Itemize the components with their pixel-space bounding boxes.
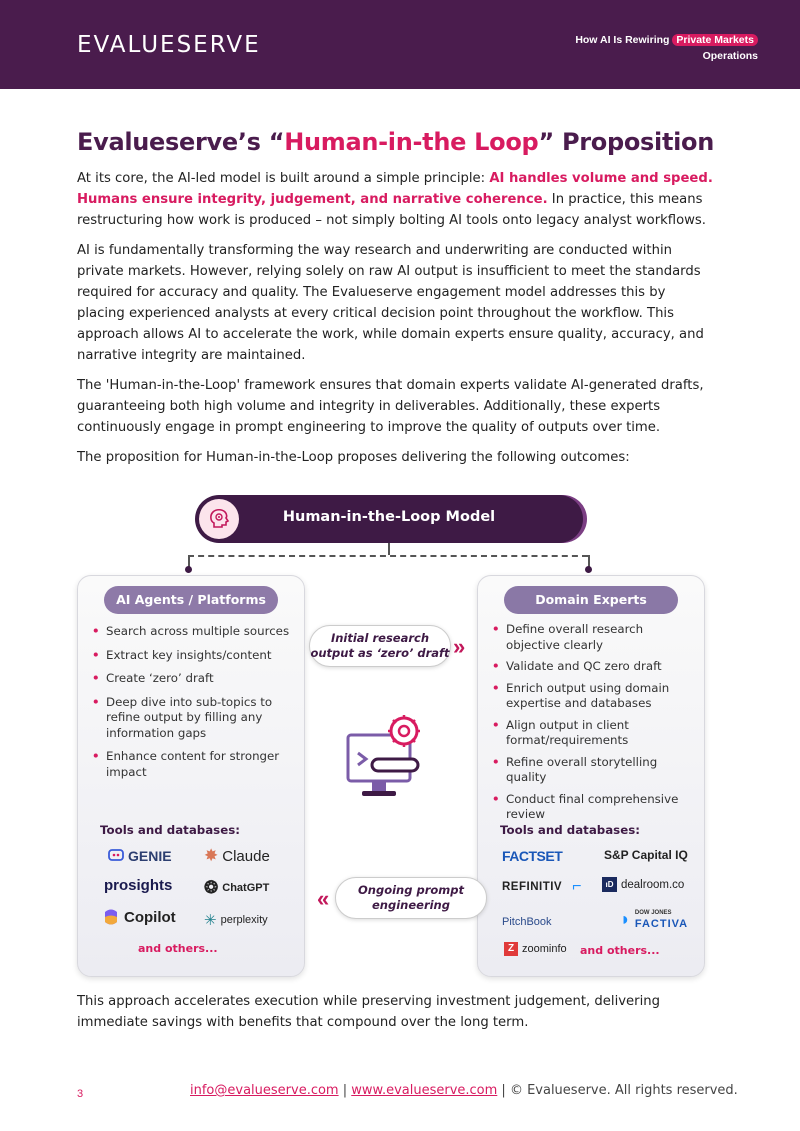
list-item: • Align output in client format/requirements: [490, 718, 694, 749]
title-highlight: Human-in-the Loop: [284, 128, 539, 156]
connector-stem: [388, 543, 390, 555]
connector-line: [188, 555, 588, 557]
callout-prompt-engineering: Ongoing prompt engineering: [335, 877, 487, 919]
connector-left-dot: [185, 566, 192, 573]
refinitiv-logo: [502, 878, 582, 896]
doc-title-prefix: How AI Is Rewiring: [575, 34, 673, 46]
model-header-pill: [195, 495, 583, 543]
human-in-the-loop-diagram: [77, 495, 713, 980]
document-title: [575, 32, 758, 64]
email-link[interactable]: info@evalueserve.com: [190, 1083, 339, 1098]
model-label: Human-in-the-Loop Model: [282, 509, 496, 525]
list-item: • Create ‘zero’ draft: [90, 671, 294, 687]
main-content: [77, 128, 717, 477]
list-item: • Refine overall storytelling quality: [490, 755, 694, 786]
pitchbook-label: PitchBook: [502, 916, 552, 928]
monitor-gear-icon: [342, 713, 442, 813]
intro-paragraph: [77, 168, 717, 231]
perplexity-logo: [204, 911, 268, 929]
factiva-logo: [620, 908, 688, 930]
connector-right-dot: [585, 566, 592, 573]
intro-suffix: In practice, this means restructuring how work is produced – not simply bolting AI tools onto legacy analyst workflows.: [77, 192, 706, 228]
dealroom-label: dealroom.co: [621, 878, 685, 891]
claude-burst-icon: ✸: [204, 846, 219, 865]
paragraph-3: The 'Human-in-the-Loop' framework ensures that domain experts validate AI-generated drafts, guaranteeing both high volume and integrity in deliverables. Additionally, these experts continuously engage in prompt engineering to improve the quality of outputs over time.: [77, 378, 704, 435]
page-header: [0, 0, 800, 89]
list-item: • Enrich output using domain expertise and databases: [490, 681, 694, 712]
dow-jones-label: DOW JONES: [634, 910, 672, 916]
claude-label: Claude: [222, 847, 270, 865]
genie-logo: [108, 848, 172, 864]
copilot-logo: [102, 908, 176, 926]
intro-prefix: At its core, the AI-led model is built around a simple principle:: [77, 171, 490, 186]
claude-logo: [204, 846, 270, 866]
factset-label: FACTSET: [502, 848, 563, 864]
domain-experts-heading: Domain Experts: [504, 586, 678, 614]
list-item: • Define overall research objective clearly: [490, 622, 694, 653]
prosights-logo: [104, 877, 172, 894]
right-tools-title: Tools and databases:: [500, 823, 640, 837]
factiva-label: FACTIVA: [634, 918, 689, 930]
prosights-label: prosights: [104, 877, 173, 894]
copilot-label: Copilot: [124, 908, 176, 926]
zoominfo-icon: Z: [504, 942, 518, 956]
copyright-text: | © Evalueserve. All rights reserved.: [497, 1083, 738, 1098]
domain-experts-panel: [477, 575, 705, 977]
paragraph-4: The proposition for Human-in-the-Loop proposes delivering the following outcomes:: [77, 450, 630, 465]
factset-logo: [502, 848, 562, 864]
title-suffix: ” Proposition: [538, 128, 715, 156]
title-prefix: Evalueserve’s “: [77, 128, 285, 156]
ai-agents-list: [90, 624, 294, 788]
intro-highlight: AI handles volume and speed. Humans ensure integrity, judgement, and narrative coherence.: [77, 171, 713, 207]
closing-paragraph: This approach accelerates execution while preserving investment judgement, delivering immediate savings with benefits that compound over the long term.: [77, 994, 660, 1030]
perplexity-label: perplexity: [220, 914, 268, 926]
callout-initial-research: Initial research output as ‘zero’ draft: [309, 625, 451, 667]
page-number: 3: [77, 1088, 84, 1100]
doc-title-line2: Operations: [702, 50, 758, 62]
page-title: [77, 128, 717, 156]
left-others: and others...: [138, 942, 218, 955]
domain-experts-list: [490, 622, 694, 829]
genie-label: GENIE: [128, 848, 172, 864]
list-item: • Validate and QC zero draft: [490, 659, 694, 675]
doc-title-highlight: Private Markets: [672, 34, 758, 46]
website-link[interactable]: www.evalueserve.com: [351, 1083, 498, 1098]
sp-capital-iq-logo: [604, 848, 688, 862]
factiva-icon: ◗: [620, 908, 631, 929]
paragraph-2: AI is fundamentally transforming the way research and underwriting are conducted within private markets. However, relying solely on raw AI output is insufficient to meet the standards required for accuracy and quality. The Evalueserve engagement model addresses this by placing experienced analysts at every critical decision point throughout the workflow. This approach allows AI to accelerate the work, while domain experts ensure quality, accuracy, and narrative integrity are maintained.: [77, 243, 704, 363]
list-item: • Search across multiple sources: [90, 624, 294, 640]
openai-icon: ❂: [204, 878, 219, 897]
dealroom-logo: [602, 877, 684, 892]
list-item: • Enhance content for stronger impact: [90, 749, 294, 780]
list-item: • Deep dive into sub-topics to refine output by filling any information gaps: [90, 695, 294, 742]
dealroom-icon: ıD: [602, 877, 617, 892]
chevron-left-icon: «: [317, 886, 330, 911]
sp-capital-iq-label: S&P Capital IQ: [604, 848, 688, 862]
chatgpt-label: ChatGPT: [222, 882, 270, 894]
footer-links: [190, 1083, 738, 1098]
right-others: and others...: [580, 944, 660, 957]
footer-separator: |: [338, 1083, 352, 1098]
closing-section: [77, 991, 717, 1042]
chatgpt-logo: [204, 878, 269, 898]
zoominfo-logo: [504, 942, 567, 956]
refinitiv-label: REFINITIV: [502, 881, 563, 893]
perplexity-icon: ✳: [204, 912, 217, 929]
chevron-right-icon: »: [453, 634, 466, 659]
list-item: • Conduct final comprehensive review: [490, 792, 694, 823]
pitchbook-logo: [502, 916, 552, 928]
list-item: • Extract key insights/content: [90, 648, 294, 664]
ai-agents-heading: AI Agents / Platforms: [104, 586, 278, 614]
evalueserve-logo: EVALUESERVE: [77, 32, 261, 58]
refinitiv-icon: ⌐: [572, 878, 582, 895]
zoominfo-label: zoominfo: [522, 943, 567, 955]
ai-agents-panel: [77, 575, 305, 977]
left-tools-title: Tools and databases:: [100, 823, 240, 837]
